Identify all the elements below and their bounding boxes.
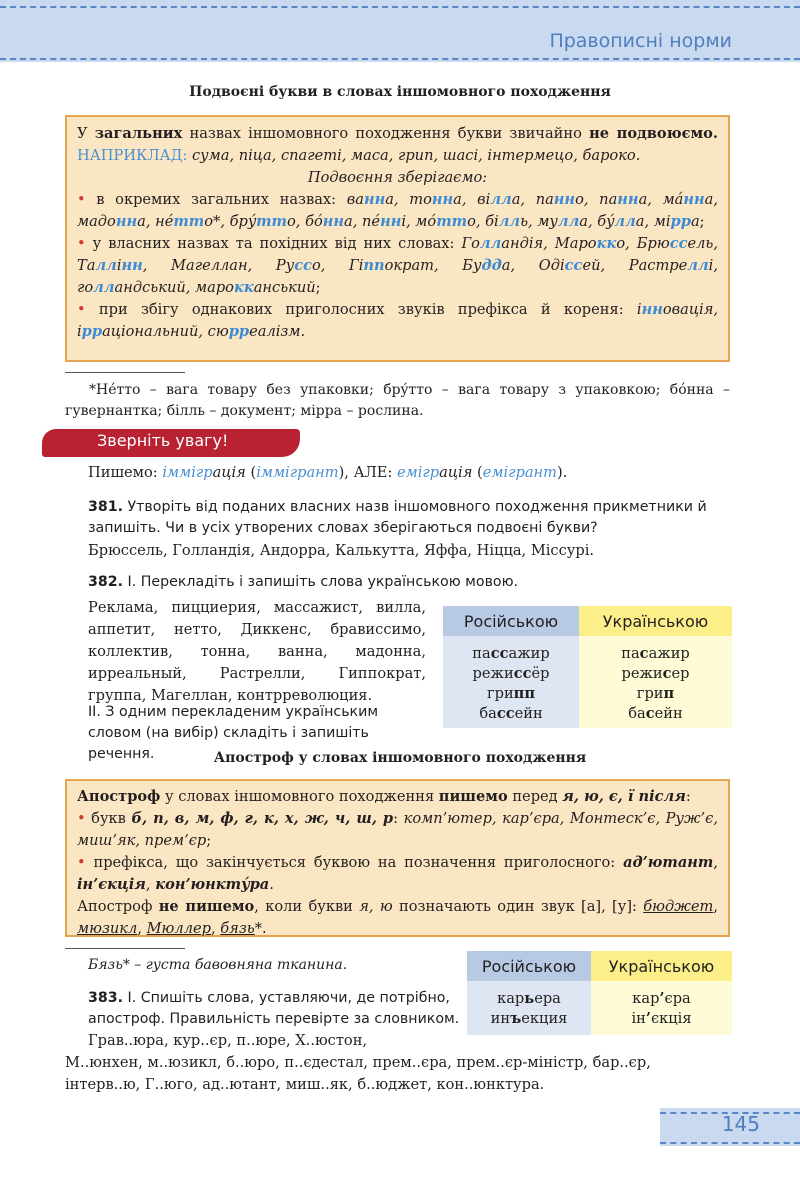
apostrophe-rule-line: Апостроф у словах іншомовного походження пишемо перед я, ю, є, ї після: (77, 788, 691, 805)
rule-subheading: Подвоєння зберігаємо: (307, 169, 488, 186)
exercise-383-line3: інтерв..ю, Г..юго, ад..ютант, миш..як, б..юджет, кон..юнктура. (65, 1076, 545, 1093)
pagenum-dash-bottom (660, 1142, 800, 1144)
rule-box-doubled-letters (65, 115, 730, 362)
exercise-382-words: Реклама, пицциерия, массажист, вилла, аппетит, нетто, Диккенс, брависсимо, коллектив, тонна, ванна, мадонна, ирреальный, Растрелли, Гиппократ, группа, Магеллан, контрреволюция. (88, 599, 426, 704)
exercise-381-task: 381. Утворіть від поданих власних назв іншомовного походження прикметники й запишіть. Чи в усіх утворених словах зберігаються подвоєні букви? (88, 499, 707, 536)
exercise-381-words: Брюссель, Голландія, Андорра, Калькутта, Яффа, Ніцца, Міссурі. (88, 542, 595, 559)
rule-intro: У загальних назвах іншомовного походження букви звичайно не подвоюємо. НАПРИКЛАД: сума, піца, спагеті, маса, грип, шасі, інтермецо, бароко. (77, 125, 718, 164)
translation-table-1 (443, 606, 732, 728)
exercise-383-line1: Грав..юра, кур..єр, п..юре, Х..юстон, (88, 1032, 368, 1049)
table1-ru-column: пассажир режиссёр грипп бассейн (443, 636, 579, 728)
header-dash-top (0, 6, 800, 8)
rule-box-apostrophe (65, 779, 730, 937)
section-title-apostrophe: Апостроф у словах іншомовного походження (213, 750, 587, 766)
apostrophe-no-rule: Апостроф не пишемо, коли букви я, ю позначають один звук [а], [у]: бюджет, мюзикл, Мюллер, бязь*. (77, 898, 718, 937)
rule-bullet-prefix: • при збігу однакових приголосних звуків префікса й кореня: інновація, ірраціональний, сюрреалізм. (77, 301, 718, 340)
table2-header-ru: Російською (467, 951, 591, 981)
footnote-rule-2 (65, 948, 185, 949)
translation-table-2 (467, 951, 732, 1035)
footnote-rule (65, 372, 185, 373)
exercise-383-task: 383. І. Спишіть слова, уставляючи, де потрібно, апостроф. Правильність перевірте за словником. (88, 990, 460, 1027)
exercise-383-line2: М..юнхен, м..юзикл, б..юро, п..єдестал, прем..єра, прем..єр-міністр, бар..єр, (65, 1054, 651, 1071)
page-header (0, 0, 800, 62)
exercise-382-task: 382. І. Перекладіть і запишіть слова українською мовою. (88, 574, 519, 590)
table2-header-ua: Українською (591, 951, 732, 981)
attention-banner (42, 429, 300, 457)
table1-header-ua: Українською (579, 606, 732, 636)
table2-ua-column: кар’єра ін’єкція (591, 981, 732, 1035)
exercise-382-part2: ІІ. З одним перекладеним українським словом (на вибір) складіть і запишіть речення. (88, 704, 379, 762)
page-number: 145 (721, 1112, 760, 1136)
table1-header-ru: Російською (443, 606, 579, 636)
attention-text: Пишемо: імміграція (іммігрант), АЛЕ: еміграція (емігрант). (88, 464, 568, 481)
header-dash-bottom (0, 58, 800, 60)
rule-bullet-common: • в окремих загальних назвах: ванна, тонна, вілла, панно, панна, мáнна, мадонна, нéтто*, брýтто, бóнна, пéнні, мóтто, білль, мулла, бýлла, мірра; (77, 191, 718, 230)
rule-bullet-proper: • у власних назвах та похідних від них словах: Голландія, Марокко, Брюссель, Таллінн, Магеллан, Руссо, Гіппократ, Будда, Одіссей, Растреллі, голландський, марокканський; (77, 235, 718, 296)
apostrophe-bullet-letters: • букв б, п, в, м, ф, г, к, х, ж, ч, ш, р: комп’ютер, кар’єра, Монтеск’є, Руж’є, миш’як, прем’єр; (77, 810, 718, 849)
attention-label: Зверніть увагу! (97, 431, 229, 450)
table1-ua-column: пасажир режисер грип басейн (579, 636, 732, 728)
footnote-netto: *Нéтто – вага товару без упаковки; брýтто – вага товару з упаковкою; бóнна – гувернантка; білль – документ; мірра – рослина. (65, 382, 730, 419)
footnote-byaz: Бязь* – густа бавовняна тканина. (88, 957, 348, 973)
section-title-doubled-letters: Подвоєні букви в словах іншомовного походження (189, 84, 611, 100)
apostrophe-bullet-prefix: • префікса, що закінчується буквою на позначення приголосного: ад’ютант, ін’єкція, кон’юнктýра. (77, 854, 718, 893)
table2-ru-column: карьера инъекция (467, 981, 591, 1035)
page-number-tab (660, 1108, 800, 1146)
chapter-title: Правописні норми (549, 30, 732, 52)
